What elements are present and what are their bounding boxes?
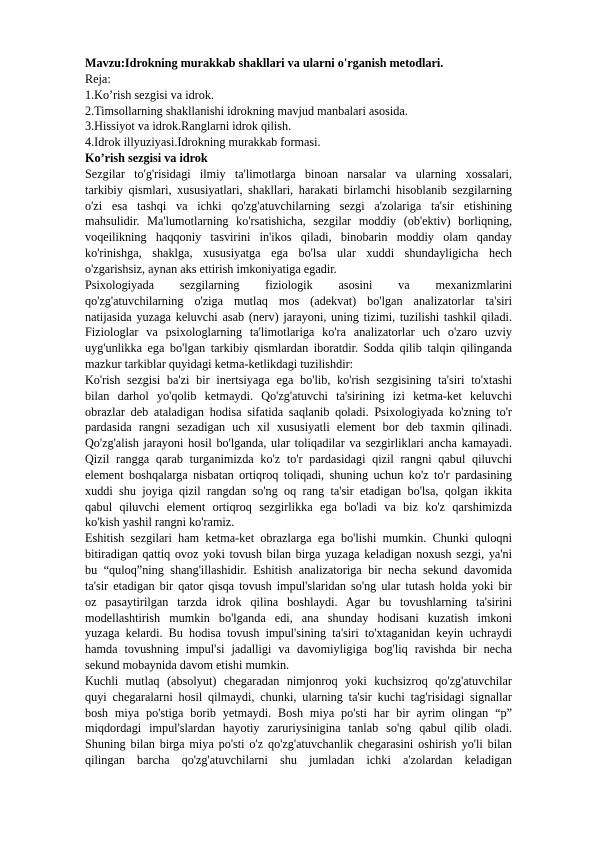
text-line: sekund mobaynida davom etishi mumkin.	[85, 658, 290, 673]
text-line: obrazlar deb ataladigan hodisa sifatida saqlanib qoladi. Psixologiyada ko'zning to'r	[85, 404, 512, 419]
text-line: Fiziologlar va psixologlarning ta'limotlariga ko'ra analizatorlar uch o'zaro uzviy	[85, 325, 512, 340]
text-line: mahsulidir. Ma'lumotlarning ko'rsatishicha, sezgilar moddiy (ob'ektiv) borliqning,	[85, 214, 512, 229]
text-line: Qo'zg'alish jarayoni hosil bo'lganda, ular toliqadilar va sezgirliklari ancha kamayadi.	[85, 436, 512, 451]
text-line: tarkibiy qismlari, xususiyatlari, shakllari, harakati birlamchi hisoblanib sezgilarning	[85, 182, 512, 197]
plan-item: 3.Hissiyot va idrok.Ranglarni idrok qilish.	[85, 119, 292, 134]
text-line: ta'sir etadigan bir qator qisqa tovush impul'slaridan so'ng ular tutash holda yoki bir	[85, 578, 512, 593]
text-line: Eshitish sezgilari ham ketma-ket obrazlarga ega bo'lishi mumkin. Chunki quloqni	[85, 531, 512, 546]
text-line: hamda tovushning impul'si jadalligi va davomiyligiga bog'liq ravishda bir necha	[85, 642, 512, 657]
text-line: Sezgilar to'g'risidagi ilmiy ta'limotlarga binoan narsalar va ularning xossalari,	[85, 166, 512, 181]
text-line: bitiradigan qattiq ovoz yoki tovush bilan birga yuzaga keladigan noxush sezgi, ya'ni	[85, 547, 512, 562]
paragraph	[85, 531, 512, 674]
document-title: Mavzu:Idrokning murakkab shakllari va ularni o'rganish metodlari.	[85, 56, 444, 70]
text-line: yuzaga kelardi. Bu hodisa tovush impul'sining ta'siri to'xtaganidan keyin uchraydi	[85, 626, 512, 641]
text-line: bu “quloq”ning shang'illashidir. Eshitish analizatoriga bir necha sekund davomida	[85, 563, 512, 577]
body-text	[85, 167, 512, 769]
paragraph	[85, 373, 512, 531]
text-line: modellashtirish mumkin bo'lganda edi, ana shunday hodisani kuzatish imkoni	[85, 610, 512, 625]
text-line: ko'kish yashil rangni ko'ramiz.	[85, 515, 235, 530]
section-heading: Ko’rish sezgisi va idrok	[85, 151, 208, 166]
text-line: xuddi shu joyiga qizil rangdan so'ng oq rang ta'sir etadigan bo'lsa, qolgan ikkita	[85, 483, 512, 498]
text-line: miqdordagi impul'slardan hayotiy zaruriysinigina tanlab so'ng qabul qilib oladi.	[85, 721, 512, 736]
text-line: natijasida yuzaga keluvchi asab (nerv) jarayoni, uning tizimi, tuzilishi tashkil qiladi.	[85, 309, 512, 324]
text-line: o'zi esa tashqi va ichki qo'zg'atuvchilarning sezgi a'zolariga ta'sir etishining	[85, 198, 512, 213]
text-line: mazkur tarkiblar quyidagi ketma-ketlikdagi tuzilishdir:	[85, 357, 354, 372]
text-line: ko'rinishga, shaklga, xususiyatga ega bo'lsa ular xuddi shundayligicha hech	[85, 246, 512, 261]
text-line: element boshqalarga nisbatan ortiqroq toliqadi, shuning uchun ko'z to'r pardasining	[85, 467, 512, 482]
paragraph	[85, 674, 512, 769]
plan-list	[85, 88, 512, 151]
text-line: bosh miya po'stiga borib yetmaydi. Bosh miya po'sti har bir ayrim olingan “p”	[85, 705, 512, 720]
text-line: quyi chegaralarni hosil qilmaydi, chunki, ularning ta'sir kuchi tag'risidagi signallar	[85, 689, 512, 704]
text-line: voqeilikning haqqoniy tasvirini in'ikos qiladi, binobarin moddiy olam qanday	[85, 230, 512, 245]
text-line: o'zgarishsiz, aynan aks ettirish imkoniyatiga egadir.	[85, 261, 337, 276]
text-line: bilan darhol yo'qolib ketmaydi. Qo'zg'atuvchi ta'sirining izi ketma-ket keluvchi	[85, 388, 512, 403]
plan-item: 2.Timsollarning shakllanishi idrokning mavjud manbalari asosida.	[85, 103, 408, 118]
plan-item: 1.Ko’rish sezgisi va idrok.	[85, 87, 214, 102]
text-line: pardasida rangni sezadigan uch xil xususiyatli element bor deb taxmin qilinadi.	[85, 420, 512, 435]
document-page	[85, 56, 512, 769]
text-line: Ko'rish sezgisi ba'zi bir inertsiyaga ega bo'lib, ko'rish sezgisining ta'siri to'xtashi	[85, 372, 512, 387]
text-line: qo'zg'atuvchilarning o'ziga mutlaq mos (adekvat) bo'lgan analizatorlar ta'siri	[85, 293, 512, 308]
text-line: qilingan barcha qo'zg'atuvchilarni shu jumladan ichki a'zolardan keladigan	[85, 753, 512, 768]
text-line: Psixologiyada sezgilarning fiziologik asosini va mexanizmlarini	[85, 277, 512, 292]
paragraph	[85, 278, 512, 373]
text-line: Qizil rangga qarab turganimizda ko'z to'r pardasidagi qizil rangni qabul qiluvchi	[85, 452, 512, 467]
text-line: Kuchli mutlaq (absolyut) chegaradan nimjonroq yoki kuchsizroq qo'zg'atuvchilar	[85, 673, 512, 688]
text-line: qabul qiluvchi element ortiqroq sezgirlikka ega bo'ladi va biz ko'z qarshimizda	[85, 499, 512, 514]
text-line: oz pasaytirilgan tarzda idrok qilina boshlaydi. Agar bu tovushlarning ta'sirini	[85, 594, 512, 609]
paragraph	[85, 167, 512, 278]
plan-item: 4.Idrok illyuziyasi.Idrokning murakkab formasi.	[85, 135, 321, 150]
text-line: uyg'unlikka ega bo'lgan tarkibiy qismlardan iboratdir. Sodda qilib talqin qilinganda	[85, 341, 512, 356]
text-line: Shuning bilan birga miya po'sti o'z qo'zg'atuvchanlik chegarasini oshirish yo'li bilan	[85, 737, 512, 752]
plan-heading: Reja:	[85, 71, 111, 86]
